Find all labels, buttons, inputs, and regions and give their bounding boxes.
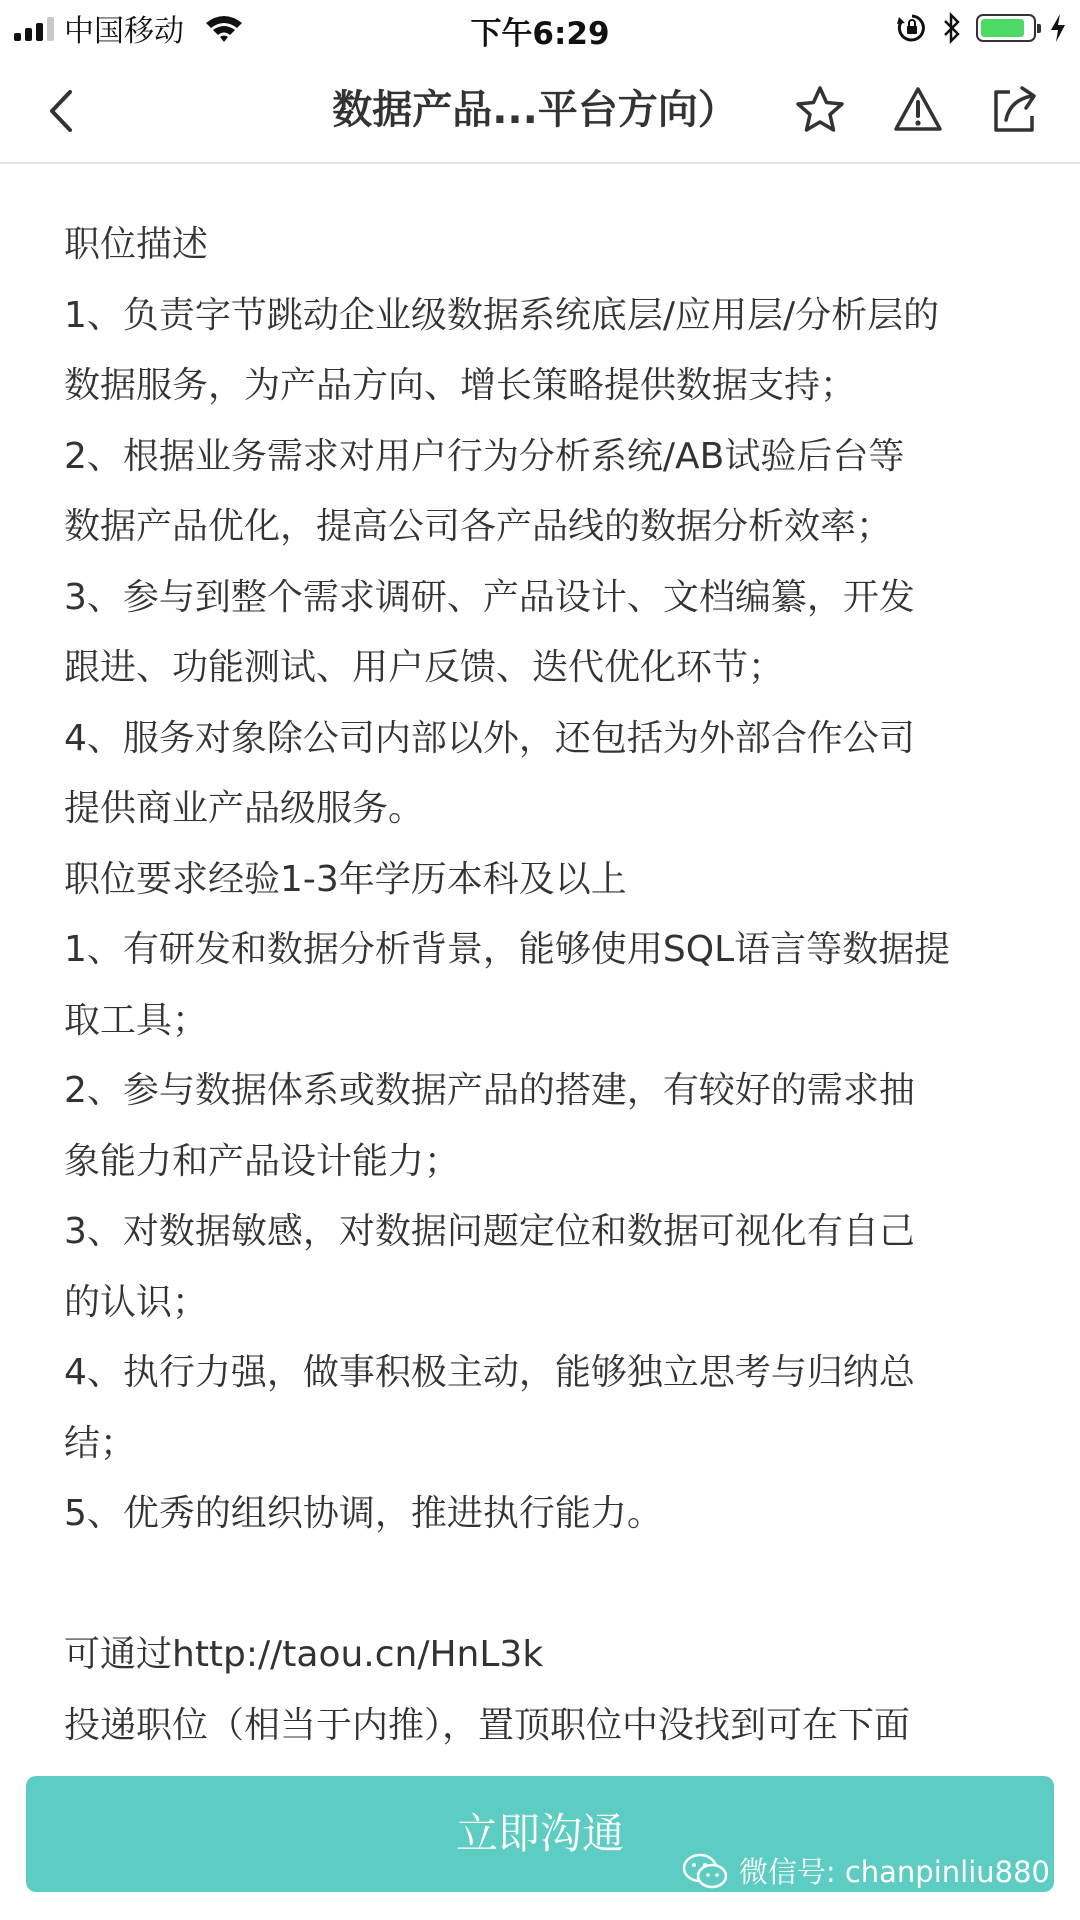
text-line: 数据产品优化，提高公司各产品线的数据分析效率； (64, 506, 893, 547)
bluetooth-icon (942, 12, 962, 44)
text-line: 3、对数据敏感，对数据问题定位和数据可视化有自己 (64, 1211, 915, 1252)
star-icon[interactable] (794, 84, 846, 136)
text-line: 5、优秀的组织协调，推进执行能力。 (64, 1493, 663, 1534)
nav-bar (0, 56, 1080, 164)
rotation-lock-icon (896, 12, 928, 44)
back-arrow-icon[interactable] (40, 86, 84, 136)
warning-icon[interactable] (892, 84, 944, 136)
text-line: 职位要求经验1-3年学历本科及以上 (64, 858, 627, 900)
text-line: 可通过http://taou.cn/HnL3k (64, 1634, 544, 1675)
text-line: 1、负责字节跳动企业级数据系统底层/应用层/分析层的 (64, 294, 940, 336)
text-line: 职位描述 (64, 224, 209, 265)
watermark (681, 1850, 1050, 1891)
text-line: 跟进、功能测试、用户反馈、迭代优化环节； (64, 647, 785, 688)
carrier-name: 中国移动 (64, 14, 184, 49)
text-line: 结； (64, 1422, 137, 1464)
battery-icon (976, 14, 1036, 42)
status-time: 下午6:29 (470, 16, 610, 52)
page-title: 数据产品...平台方向） (332, 87, 738, 133)
text-line: 取工具； (64, 999, 209, 1041)
text-line: 3、参与到整个需求调研、产品设计、文档编纂，开发 (64, 576, 915, 618)
chat-now-button[interactable]: 立即沟通 (26, 1776, 1054, 1892)
charging-icon (1050, 13, 1066, 43)
text-line: 的认识； (64, 1281, 209, 1323)
job-description (64, 210, 1024, 1755)
text-line: 投递职位（相当于内推），置顶职位中没找到可在下面 (64, 1704, 911, 1746)
text-line: 2、参与数据体系或数据产品的搭建，有较好的需求抽 (64, 1070, 915, 1111)
text-line: 提供商业产品级服务。 (64, 788, 425, 829)
blank-line (64, 1550, 1024, 1621)
wechat-icon (681, 1851, 729, 1891)
status-bar (0, 0, 1080, 56)
text-line: 象能力和产品设计能力； (64, 1140, 461, 1182)
text-line: 2、根据业务需求对用户行为分析系统/AB试验后台等 (64, 435, 905, 477)
share-icon[interactable] (988, 84, 1040, 136)
text-line: 4、服务对象除公司内部以外，还包括为外部合作公司 (64, 717, 915, 759)
text-line: 4、执行力强，做事积极主动，能够独立思考与归纳总 (64, 1352, 915, 1393)
watermark-text: 微信号: chanpinliu880 (738, 1855, 1050, 1889)
text-line: 1、有研发和数据分析背景，能够使用SQL语言等数据提 (64, 929, 951, 970)
text-line: 数据服务，为产品方向、增长策略提供数据支持； (64, 365, 857, 406)
status-right (896, 10, 1066, 46)
